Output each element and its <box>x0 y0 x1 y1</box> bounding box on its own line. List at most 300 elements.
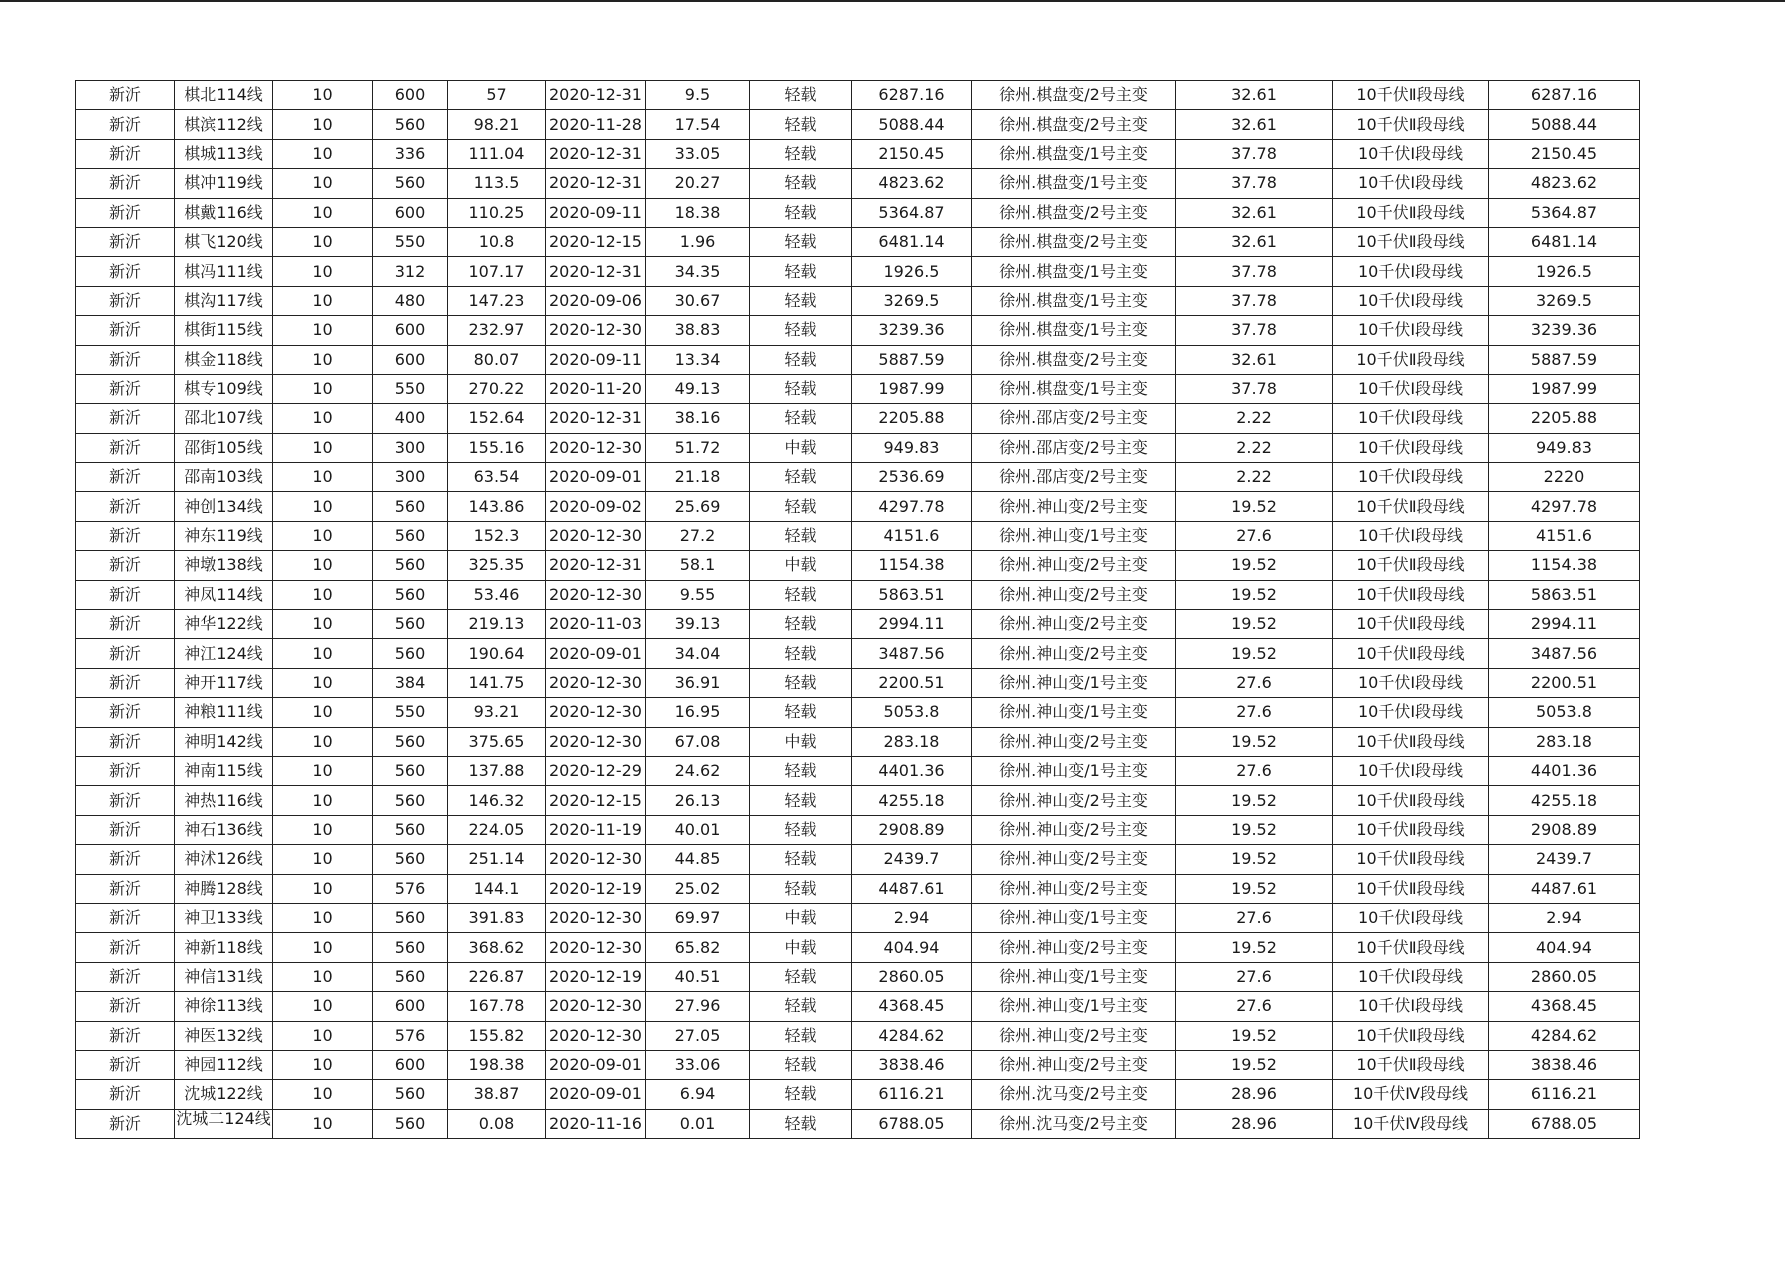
available-capacity-cell: 4401.36 <box>852 756 972 785</box>
line-name-cell: 棋专109线 <box>175 374 273 403</box>
transformer-cell: 徐州.邵店变/2号主变 <box>972 404 1176 433</box>
load-rate-cell: 58.1 <box>646 551 750 580</box>
load-status-cell: 轻载 <box>750 639 852 668</box>
line-name-cell: 神医132线 <box>175 1021 273 1050</box>
region-cell: 新沂 <box>76 668 175 697</box>
region-cell: 新沂 <box>76 198 175 227</box>
transformer-cell: 徐州.神山变/2号主变 <box>972 845 1176 874</box>
date-cell: 2020-12-31 <box>546 551 646 580</box>
feeder-load-table <box>75 80 1640 1139</box>
transformer-rate-cell: 32.61 <box>1176 81 1333 110</box>
load-status-cell: 轻载 <box>750 169 852 198</box>
load-rate-cell: 40.01 <box>646 815 750 844</box>
line-name-cell: 神明142线 <box>175 727 273 756</box>
line-name-cell: 神南115线 <box>175 756 273 785</box>
table-row <box>76 316 1640 345</box>
capacity-cell: 560 <box>373 1080 448 1109</box>
transformer-rate-cell: 2.22 <box>1176 404 1333 433</box>
load-cell: 10.8 <box>448 227 546 256</box>
voltage-cell: 10 <box>273 1109 373 1138</box>
load-status-cell: 中载 <box>750 551 852 580</box>
capacity-cell: 560 <box>373 580 448 609</box>
available-capacity-cell: 4151.6 <box>852 521 972 550</box>
available-capacity-cell: 4487.61 <box>852 874 972 903</box>
load-rate-cell: 39.13 <box>646 610 750 639</box>
table-row <box>76 139 1640 168</box>
transformer-rate-cell: 28.96 <box>1176 1080 1333 1109</box>
load-status-cell: 轻载 <box>750 521 852 550</box>
load-cell: 375.65 <box>448 727 546 756</box>
region-cell: 新沂 <box>76 316 175 345</box>
remaining-capacity-cell: 5053.8 <box>1489 698 1640 727</box>
table-row <box>76 992 1640 1021</box>
date-cell: 2020-09-06 <box>546 286 646 315</box>
table-row <box>76 404 1640 433</box>
load-rate-cell: 27.2 <box>646 521 750 550</box>
capacity-cell: 560 <box>373 786 448 815</box>
load-cell: 0.08 <box>448 1109 546 1138</box>
load-cell: 63.54 <box>448 463 546 492</box>
voltage-cell: 10 <box>273 404 373 433</box>
region-cell: 新沂 <box>76 374 175 403</box>
load-cell: 57 <box>448 81 546 110</box>
transformer-cell: 徐州.神山变/2号主变 <box>972 492 1176 521</box>
load-rate-cell: 67.08 <box>646 727 750 756</box>
region-cell: 新沂 <box>76 404 175 433</box>
transformer-rate-cell: 27.6 <box>1176 903 1333 932</box>
load-status-cell: 轻载 <box>750 756 852 785</box>
transformer-cell: 徐州.神山变/1号主变 <box>972 521 1176 550</box>
line-name-cell: 棋金118线 <box>175 345 273 374</box>
voltage-cell: 10 <box>273 1080 373 1109</box>
voltage-cell: 10 <box>273 668 373 697</box>
region-cell: 新沂 <box>76 551 175 580</box>
capacity-cell: 560 <box>373 551 448 580</box>
transformer-rate-cell: 37.78 <box>1176 286 1333 315</box>
transformer-rate-cell: 28.96 <box>1176 1109 1333 1138</box>
line-name-cell: 神石136线 <box>175 815 273 844</box>
load-cell: 224.05 <box>448 815 546 844</box>
date-cell: 2020-12-19 <box>546 962 646 991</box>
table-row <box>76 962 1640 991</box>
busbar-cell: 10千伏Ⅱ段母线 <box>1333 81 1489 110</box>
capacity-cell: 550 <box>373 227 448 256</box>
load-cell: 143.86 <box>448 492 546 521</box>
transformer-cell: 徐州.棋盘变/1号主变 <box>972 316 1176 345</box>
load-rate-cell: 16.95 <box>646 698 750 727</box>
date-cell: 2020-09-01 <box>546 1080 646 1109</box>
available-capacity-cell: 4823.62 <box>852 169 972 198</box>
table-row <box>76 903 1640 932</box>
busbar-cell: 10千伏Ⅰ段母线 <box>1333 257 1489 286</box>
remaining-capacity-cell: 4151.6 <box>1489 521 1640 550</box>
table-row <box>76 786 1640 815</box>
transformer-cell: 徐州.邵店变/2号主变 <box>972 463 1176 492</box>
load-cell: 251.14 <box>448 845 546 874</box>
capacity-cell: 312 <box>373 257 448 286</box>
date-cell: 2020-09-02 <box>546 492 646 521</box>
load-cell: 190.64 <box>448 639 546 668</box>
voltage-cell: 10 <box>273 756 373 785</box>
line-name-cell: 神东119线 <box>175 521 273 550</box>
transformer-cell: 徐州.神山变/1号主变 <box>972 903 1176 932</box>
available-capacity-cell: 2860.05 <box>852 962 972 991</box>
date-cell: 2020-12-31 <box>546 139 646 168</box>
transformer-rate-cell: 2.22 <box>1176 463 1333 492</box>
load-status-cell: 轻载 <box>750 992 852 1021</box>
line-name-cell: 神卫133线 <box>175 903 273 932</box>
available-capacity-cell: 404.94 <box>852 933 972 962</box>
region-cell: 新沂 <box>76 463 175 492</box>
load-rate-cell: 17.54 <box>646 110 750 139</box>
region-cell: 新沂 <box>76 639 175 668</box>
load-cell: 137.88 <box>448 756 546 785</box>
load-status-cell: 中载 <box>750 433 852 462</box>
date-cell: 2020-12-31 <box>546 169 646 198</box>
load-rate-cell: 30.67 <box>646 286 750 315</box>
line-name-cell: 棋滨112线 <box>175 110 273 139</box>
region-cell: 新沂 <box>76 845 175 874</box>
table-row <box>76 374 1640 403</box>
available-capacity-cell: 6287.16 <box>852 81 972 110</box>
load-rate-cell: 1.96 <box>646 227 750 256</box>
date-cell: 2020-12-31 <box>546 404 646 433</box>
load-cell: 107.17 <box>448 257 546 286</box>
load-status-cell: 中载 <box>750 903 852 932</box>
load-status-cell: 轻载 <box>750 815 852 844</box>
voltage-cell: 10 <box>273 227 373 256</box>
busbar-cell: 10千伏Ⅱ段母线 <box>1333 345 1489 374</box>
table-row <box>76 756 1640 785</box>
transformer-cell: 徐州.邵店变/2号主变 <box>972 433 1176 462</box>
load-status-cell: 轻载 <box>750 962 852 991</box>
date-cell: 2020-09-11 <box>546 345 646 374</box>
transformer-rate-cell: 27.6 <box>1176 698 1333 727</box>
transformer-rate-cell: 19.52 <box>1176 551 1333 580</box>
load-status-cell: 轻载 <box>750 286 852 315</box>
voltage-cell: 10 <box>273 698 373 727</box>
transformer-cell: 徐州.沈马变/2号主变 <box>972 1080 1176 1109</box>
transformer-cell: 徐州.神山变/2号主变 <box>972 874 1176 903</box>
capacity-cell: 600 <box>373 198 448 227</box>
transformer-cell: 徐州.神山变/1号主变 <box>972 992 1176 1021</box>
table-row <box>76 492 1640 521</box>
capacity-cell: 400 <box>373 404 448 433</box>
voltage-cell: 10 <box>273 815 373 844</box>
load-cell: 146.32 <box>448 786 546 815</box>
line-name-cell: 棋冲119线 <box>175 169 273 198</box>
region-cell: 新沂 <box>76 1080 175 1109</box>
load-rate-cell: 51.72 <box>646 433 750 462</box>
load-rate-cell: 27.05 <box>646 1021 750 1050</box>
load-status-cell: 轻载 <box>750 81 852 110</box>
load-status-cell: 轻载 <box>750 874 852 903</box>
region-cell: 新沂 <box>76 521 175 550</box>
remaining-capacity-cell: 404.94 <box>1489 933 1640 962</box>
remaining-capacity-cell: 6481.14 <box>1489 227 1640 256</box>
voltage-cell: 10 <box>273 257 373 286</box>
load-status-cell: 轻载 <box>750 1050 852 1079</box>
load-rate-cell: 33.06 <box>646 1050 750 1079</box>
voltage-cell: 10 <box>273 169 373 198</box>
remaining-capacity-cell: 5088.44 <box>1489 110 1640 139</box>
region-cell: 新沂 <box>76 933 175 962</box>
capacity-cell: 560 <box>373 962 448 991</box>
table-row <box>76 345 1640 374</box>
load-cell: 53.46 <box>448 580 546 609</box>
table-row <box>76 727 1640 756</box>
load-status-cell: 轻载 <box>750 492 852 521</box>
capacity-cell: 560 <box>373 610 448 639</box>
line-name-cell: 棋戴116线 <box>175 198 273 227</box>
date-cell: 2020-12-30 <box>546 845 646 874</box>
region-cell: 新沂 <box>76 1109 175 1138</box>
available-capacity-cell: 1926.5 <box>852 257 972 286</box>
date-cell: 2020-09-01 <box>546 1050 646 1079</box>
capacity-cell: 550 <box>373 698 448 727</box>
transformer-rate-cell: 27.6 <box>1176 962 1333 991</box>
busbar-cell: 10千伏Ⅱ段母线 <box>1333 933 1489 962</box>
transformer-rate-cell: 2.22 <box>1176 433 1333 462</box>
region-cell: 新沂 <box>76 1050 175 1079</box>
available-capacity-cell: 949.83 <box>852 433 972 462</box>
table-row <box>76 286 1640 315</box>
busbar-cell: 10千伏Ⅱ段母线 <box>1333 551 1489 580</box>
load-rate-cell: 25.02 <box>646 874 750 903</box>
capacity-cell: 560 <box>373 521 448 550</box>
load-status-cell: 轻载 <box>750 786 852 815</box>
available-capacity-cell: 3269.5 <box>852 286 972 315</box>
busbar-cell: 10千伏Ⅰ段母线 <box>1333 316 1489 345</box>
table-row <box>76 1050 1640 1079</box>
available-capacity-cell: 2994.11 <box>852 610 972 639</box>
voltage-cell: 10 <box>273 874 373 903</box>
load-status-cell: 轻载 <box>750 198 852 227</box>
transformer-cell: 徐州.棋盘变/1号主变 <box>972 257 1176 286</box>
available-capacity-cell: 5088.44 <box>852 110 972 139</box>
region-cell: 新沂 <box>76 227 175 256</box>
transformer-rate-cell: 19.52 <box>1176 610 1333 639</box>
table-row <box>76 639 1640 668</box>
load-status-cell: 轻载 <box>750 404 852 433</box>
transformer-cell: 徐州.神山变/2号主变 <box>972 727 1176 756</box>
page-top-rule <box>0 0 1785 2</box>
line-name-cell: 神开117线 <box>175 668 273 697</box>
busbar-cell: 10千伏Ⅱ段母线 <box>1333 492 1489 521</box>
load-status-cell: 轻载 <box>750 463 852 492</box>
table-row <box>76 1109 1640 1138</box>
available-capacity-cell: 6116.21 <box>852 1080 972 1109</box>
region-cell: 新沂 <box>76 139 175 168</box>
transformer-cell: 徐州.棋盘变/2号主变 <box>972 227 1176 256</box>
voltage-cell: 10 <box>273 521 373 550</box>
table-row <box>76 815 1640 844</box>
transformer-rate-cell: 37.78 <box>1176 257 1333 286</box>
load-rate-cell: 9.5 <box>646 81 750 110</box>
capacity-cell: 480 <box>373 286 448 315</box>
remaining-capacity-cell: 3269.5 <box>1489 286 1640 315</box>
voltage-cell: 10 <box>273 345 373 374</box>
date-cell: 2020-12-15 <box>546 227 646 256</box>
load-cell: 110.25 <box>448 198 546 227</box>
line-name-cell: 沈城122线 <box>175 1080 273 1109</box>
date-cell: 2020-12-30 <box>546 521 646 550</box>
voltage-cell: 10 <box>273 786 373 815</box>
busbar-cell: 10千伏Ⅳ段母线 <box>1333 1109 1489 1138</box>
table-row <box>76 257 1640 286</box>
load-status-cell: 轻载 <box>750 110 852 139</box>
voltage-cell: 10 <box>273 933 373 962</box>
load-cell: 152.64 <box>448 404 546 433</box>
remaining-capacity-cell: 5364.87 <box>1489 198 1640 227</box>
transformer-cell: 徐州.棋盘变/1号主变 <box>972 286 1176 315</box>
date-cell: 2020-12-19 <box>546 874 646 903</box>
load-cell: 38.87 <box>448 1080 546 1109</box>
capacity-cell: 560 <box>373 845 448 874</box>
busbar-cell: 10千伏Ⅰ段母线 <box>1333 139 1489 168</box>
voltage-cell: 10 <box>273 110 373 139</box>
load-status-cell: 轻载 <box>750 1080 852 1109</box>
remaining-capacity-cell: 2908.89 <box>1489 815 1640 844</box>
available-capacity-cell: 4255.18 <box>852 786 972 815</box>
transformer-cell: 徐州.棋盘变/2号主变 <box>972 110 1176 139</box>
date-cell: 2020-12-31 <box>546 257 646 286</box>
transformer-cell: 徐州.棋盘变/1号主变 <box>972 374 1176 403</box>
capacity-cell: 560 <box>373 492 448 521</box>
load-status-cell: 轻载 <box>750 257 852 286</box>
load-cell: 155.82 <box>448 1021 546 1050</box>
available-capacity-cell: 2439.7 <box>852 845 972 874</box>
transformer-rate-cell: 37.78 <box>1176 316 1333 345</box>
table-row <box>76 463 1640 492</box>
available-capacity-cell: 2205.88 <box>852 404 972 433</box>
line-name-cell: 邵北107线 <box>175 404 273 433</box>
transformer-rate-cell: 19.52 <box>1176 1021 1333 1050</box>
region-cell: 新沂 <box>76 1021 175 1050</box>
line-name-cell: 棋冯111线 <box>175 257 273 286</box>
load-status-cell: 轻载 <box>750 316 852 345</box>
transformer-cell: 徐州.神山变/2号主变 <box>972 639 1176 668</box>
available-capacity-cell: 3487.56 <box>852 639 972 668</box>
transformer-rate-cell: 19.52 <box>1176 815 1333 844</box>
busbar-cell: 10千伏Ⅱ段母线 <box>1333 639 1489 668</box>
available-capacity-cell: 5863.51 <box>852 580 972 609</box>
remaining-capacity-cell: 5863.51 <box>1489 580 1640 609</box>
busbar-cell: 10千伏Ⅰ段母线 <box>1333 521 1489 550</box>
line-name-cell: 神江124线 <box>175 639 273 668</box>
voltage-cell: 10 <box>273 1050 373 1079</box>
table-row <box>76 198 1640 227</box>
transformer-cell: 徐州.神山变/2号主变 <box>972 815 1176 844</box>
region-cell: 新沂 <box>76 610 175 639</box>
line-name-cell: 神信131线 <box>175 962 273 991</box>
voltage-cell: 10 <box>273 374 373 403</box>
table-row <box>76 81 1640 110</box>
busbar-cell: 10千伏Ⅰ段母线 <box>1333 698 1489 727</box>
busbar-cell: 10千伏Ⅰ段母线 <box>1333 668 1489 697</box>
region-cell: 新沂 <box>76 110 175 139</box>
voltage-cell: 10 <box>273 1021 373 1050</box>
load-rate-cell: 33.05 <box>646 139 750 168</box>
voltage-cell: 10 <box>273 639 373 668</box>
available-capacity-cell: 4368.45 <box>852 992 972 1021</box>
load-rate-cell: 34.35 <box>646 257 750 286</box>
capacity-cell: 600 <box>373 1050 448 1079</box>
remaining-capacity-cell: 4487.61 <box>1489 874 1640 903</box>
region-cell: 新沂 <box>76 786 175 815</box>
date-cell: 2020-12-30 <box>546 992 646 1021</box>
remaining-capacity-cell: 2205.88 <box>1489 404 1640 433</box>
available-capacity-cell: 2200.51 <box>852 668 972 697</box>
remaining-capacity-cell: 1154.38 <box>1489 551 1640 580</box>
transformer-rate-cell: 32.61 <box>1176 198 1333 227</box>
load-rate-cell: 49.13 <box>646 374 750 403</box>
line-name-cell: 神粮111线 <box>175 698 273 727</box>
remaining-capacity-cell: 4284.62 <box>1489 1021 1640 1050</box>
transformer-rate-cell: 19.52 <box>1176 845 1333 874</box>
transformer-rate-cell: 27.6 <box>1176 668 1333 697</box>
available-capacity-cell: 1154.38 <box>852 551 972 580</box>
line-name-cell: 神墩138线 <box>175 551 273 580</box>
load-rate-cell: 6.94 <box>646 1080 750 1109</box>
load-cell: 141.75 <box>448 668 546 697</box>
transformer-cell: 徐州.神山变/2号主变 <box>972 933 1176 962</box>
capacity-cell: 560 <box>373 639 448 668</box>
load-cell: 98.21 <box>448 110 546 139</box>
busbar-cell: 10千伏Ⅰ段母线 <box>1333 404 1489 433</box>
date-cell: 2020-11-03 <box>546 610 646 639</box>
transformer-cell: 徐州.神山变/2号主变 <box>972 580 1176 609</box>
load-cell: 147.23 <box>448 286 546 315</box>
voltage-cell: 10 <box>273 580 373 609</box>
region-cell: 新沂 <box>76 698 175 727</box>
capacity-cell: 560 <box>373 933 448 962</box>
line-name-cell: 沈城二124线 <box>175 1109 273 1138</box>
table-row <box>76 1080 1640 1109</box>
capacity-cell: 300 <box>373 433 448 462</box>
line-name-cell: 棋街115线 <box>175 316 273 345</box>
busbar-cell: 10千伏Ⅱ段母线 <box>1333 1050 1489 1079</box>
busbar-cell: 10千伏Ⅱ段母线 <box>1333 1021 1489 1050</box>
transformer-cell: 徐州.沈马变/2号主变 <box>972 1109 1176 1138</box>
date-cell: 2020-09-01 <box>546 639 646 668</box>
remaining-capacity-cell: 4401.36 <box>1489 756 1640 785</box>
load-cell: 368.62 <box>448 933 546 962</box>
busbar-cell: 10千伏Ⅰ段母线 <box>1333 169 1489 198</box>
date-cell: 2020-12-15 <box>546 786 646 815</box>
busbar-cell: 10千伏Ⅰ段母线 <box>1333 756 1489 785</box>
load-status-cell: 轻载 <box>750 698 852 727</box>
load-rate-cell: 20.27 <box>646 169 750 198</box>
remaining-capacity-cell: 4368.45 <box>1489 992 1640 1021</box>
voltage-cell: 10 <box>273 492 373 521</box>
busbar-cell: 10千伏Ⅰ段母线 <box>1333 433 1489 462</box>
table-row <box>76 110 1640 139</box>
busbar-cell: 10千伏Ⅱ段母线 <box>1333 874 1489 903</box>
busbar-cell: 10千伏Ⅱ段母线 <box>1333 727 1489 756</box>
load-status-cell: 中载 <box>750 727 852 756</box>
available-capacity-cell: 283.18 <box>852 727 972 756</box>
load-cell: 113.5 <box>448 169 546 198</box>
remaining-capacity-cell: 2200.51 <box>1489 668 1640 697</box>
transformer-cell: 徐州.神山变/1号主变 <box>972 756 1176 785</box>
remaining-capacity-cell: 6287.16 <box>1489 81 1640 110</box>
transformer-rate-cell: 32.61 <box>1176 227 1333 256</box>
date-cell: 2020-11-20 <box>546 374 646 403</box>
available-capacity-cell: 6481.14 <box>852 227 972 256</box>
remaining-capacity-cell: 4297.78 <box>1489 492 1640 521</box>
load-rate-cell: 65.82 <box>646 933 750 962</box>
